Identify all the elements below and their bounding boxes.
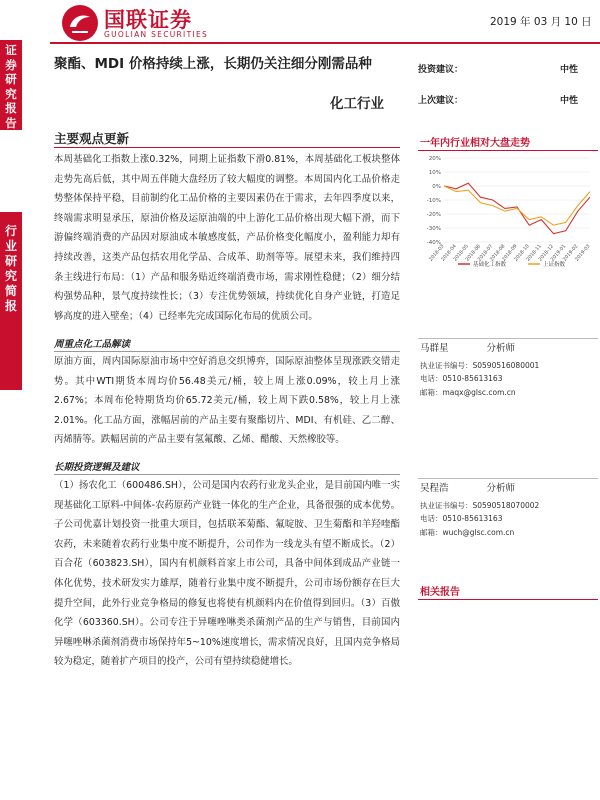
chart-x-tick-label: 2019-03	[574, 244, 592, 263]
analyst-email[interactable]: 邮箱：maqx@glsc.com.cn	[420, 387, 516, 397]
investment-paragraph: （1）扬农化工（600486.SH），公司是国内农药行业龙头企业，是目前国内唯一实现基础化工原料-中间体-农药原药产业链一体化的生产企业，具备很强的成本优势。子公司优嘉计划投资一批重大项目，包括联苯菊酯、氟啶胺、卫生菊酯和羊羟喹酯农药，未来随着农药行业集中度不断提升，公司作为一线龙头有望不断成长。（2）百合花（603823.SH），国内有机颜料首家上市公司，具备中间体到成品产业链一体化优势，技术研发实力雄厚，随着行业集中度不断提升，公司市场份额存在巨大提升空间，此外行业竞争格局的修复也将使有机颜料内在价值得到回归。（3）百傲化学（603360.SH）。公司专注于异噻唑啉类杀菌剂产品的生产与销售，目前国内异噻唑啉杀菌剂消费市场保持年5~10%速度增长，需求情况良好，且国内竞争格局较为稳定，随着扩产项目的投产，公司有望持续稳健增长。	[54, 480, 400, 668]
chart-x-tick-label: 2018-05	[453, 244, 470, 263]
analyst-email[interactable]: 邮箱：wuch@glsc.com.cn	[420, 527, 515, 537]
tag-char: 究	[4, 269, 17, 283]
chart-x-tick-label: 2019-01	[550, 244, 568, 263]
tag-char: 业	[4, 239, 17, 253]
subsection-heading: 周重点化工品解读	[54, 339, 131, 350]
brand-logo-icon	[62, 5, 98, 41]
chart-y-tick-label: 10%	[428, 170, 441, 176]
tag-char: 券	[5, 57, 17, 72]
analyst-name: 吴程浩	[420, 483, 449, 494]
commodity-paragraph: 原油方面，周内国际原油市场中空好消息交织博弈，国际原油整体呈现涨跌交错走势。其中WTI期货本周均价56.48美元/桶，较上周上涨0.09%，较上月上涨2.67%；本周布伦特期货均价65.72美元/桶，较上周下跌0.58%，较上月上涨2.01%。化工品方面，涨幅居前的产品主要有聚酯切片、MDI、有机硅、乙二醇、丙烯腈等。跌幅居前的产品主要有氢氟酸、乙烯、醋酸、天然橡胶等。	[54, 356, 400, 446]
report-category-tag	[0, 212, 22, 390]
tag-char: 研	[4, 254, 17, 268]
chart-x-tick-label: 2018-03	[428, 244, 446, 263]
tag-char: 究	[5, 86, 17, 101]
analyst-cert: 执业证书编号：S0590516080001	[420, 360, 540, 370]
brand-name-en: GUOLIAN SECURITIES	[104, 30, 209, 39]
analyst-title: 分析师	[486, 343, 516, 354]
analyst-phone: 电话：0510-85613163	[420, 374, 503, 383]
chart-svg	[418, 152, 596, 270]
section-heading: 主要观点更新	[54, 131, 130, 146]
chart-title: 一年内行业相对大盘走势	[420, 138, 530, 149]
tag-char: 证	[5, 43, 17, 57]
chart-x-tick-label: 2018-06	[465, 244, 483, 263]
tag-char: 报	[4, 299, 17, 313]
analyst-phone: 电话：0510-85613163	[420, 514, 503, 523]
brand-name: 国联证券	[104, 8, 192, 32]
chart-y-tick-label: 0%	[432, 184, 441, 190]
report-type-tag	[0, 40, 22, 130]
tag-char: 报	[5, 101, 17, 115]
chart-x-tick-label: 2019-02	[562, 244, 580, 263]
chart-legend-label: 基础化工指数	[473, 262, 507, 268]
chart-x-tick-label: 2018-11	[526, 244, 543, 263]
analyst-divider	[418, 338, 598, 339]
chart-divider	[418, 150, 598, 151]
chart-y-tick-label: -30%	[426, 226, 441, 232]
section-divider	[54, 147, 400, 148]
tag-char: 告	[5, 115, 17, 130]
chart-legend-label: 上证指数	[543, 262, 566, 268]
analyst-name: 马群星	[420, 343, 449, 354]
report-title: 聚酯、MDI 价格持续上涨，长期仍关注细分刚需品种	[54, 56, 372, 72]
chart-x-tick-label: 2018-09	[501, 244, 519, 263]
chart-x-tick-label: 2018-08	[489, 244, 507, 263]
industry-name: 化工行业	[330, 96, 384, 112]
summary-paragraph: 本周基础化工指数上涨0.32%，同期上证指数下滑0.81%，本周基础化工板块整体走势先高后低，其中周五伴随大盘经历了较大幅度的调整。本周国内化工品价格走势整体保持平稳，目前制约化工品价格的主要因素仍在于需求，去年四季度以来，终端需求明显承压，原油价格及运原油端的中上游化工品价格出现大幅下滑，而下游偏终端消费的产品因对原油成本敏感度低，产品价格变化幅度小，盈利能力却有持续改善，这类产品包括农用化学品、合成革、助剂等等。展望未来，我们维持四条主线进行布局：（1）产品和服务贴近终端消费市场，需求刚性稳健；（2）细分结构强势品种，景气度持续性长；（3）专注优势领域，持续优化自身产业链，打造足够高度的进入壁垒；（4）已经率先完成国际化布局的优质公司。	[54, 154, 400, 322]
rating-value: 中性	[560, 65, 579, 75]
chart-y-tick-label: -10%	[426, 198, 441, 204]
subsection-heading: 长期投资逻辑及建议	[54, 462, 140, 473]
chart-x-tick-label: 2018-12	[538, 244, 556, 263]
chart-y-tick-label: 20%	[428, 156, 441, 162]
chart-x-tick-label: 2018-07	[477, 244, 495, 263]
subsection-divider	[54, 474, 400, 475]
analyst-card	[420, 342, 596, 399]
related-reports-heading: 相关报告	[420, 587, 460, 598]
chart-series-line	[444, 186, 590, 225]
analyst-card	[420, 482, 596, 539]
header-divider	[50, 42, 600, 44]
chart-y-tick-label: -20%	[426, 212, 441, 218]
report-date: 2019 年 03 月 10 日	[490, 16, 592, 28]
chart-x-tick-label: 2018-10	[513, 244, 531, 263]
analyst-title: 分析师	[486, 483, 516, 494]
relative-performance-chart	[418, 152, 596, 270]
related-divider	[418, 599, 598, 600]
chart-x-tick-label: 2018-04	[440, 244, 458, 263]
analyst-divider	[418, 478, 598, 479]
chart-y-tick-label: -40%	[426, 240, 441, 246]
tag-char: 研	[5, 72, 17, 86]
rating-label: 投资建议：	[418, 65, 464, 75]
prior-rating-value: 中性	[560, 96, 579, 106]
prior-rating-label: 上次建议：	[418, 96, 464, 106]
tag-char: 简	[4, 284, 17, 298]
analyst-cert: 执业证书编号：S0590518070002	[420, 500, 540, 510]
tag-char: 行	[4, 224, 17, 238]
